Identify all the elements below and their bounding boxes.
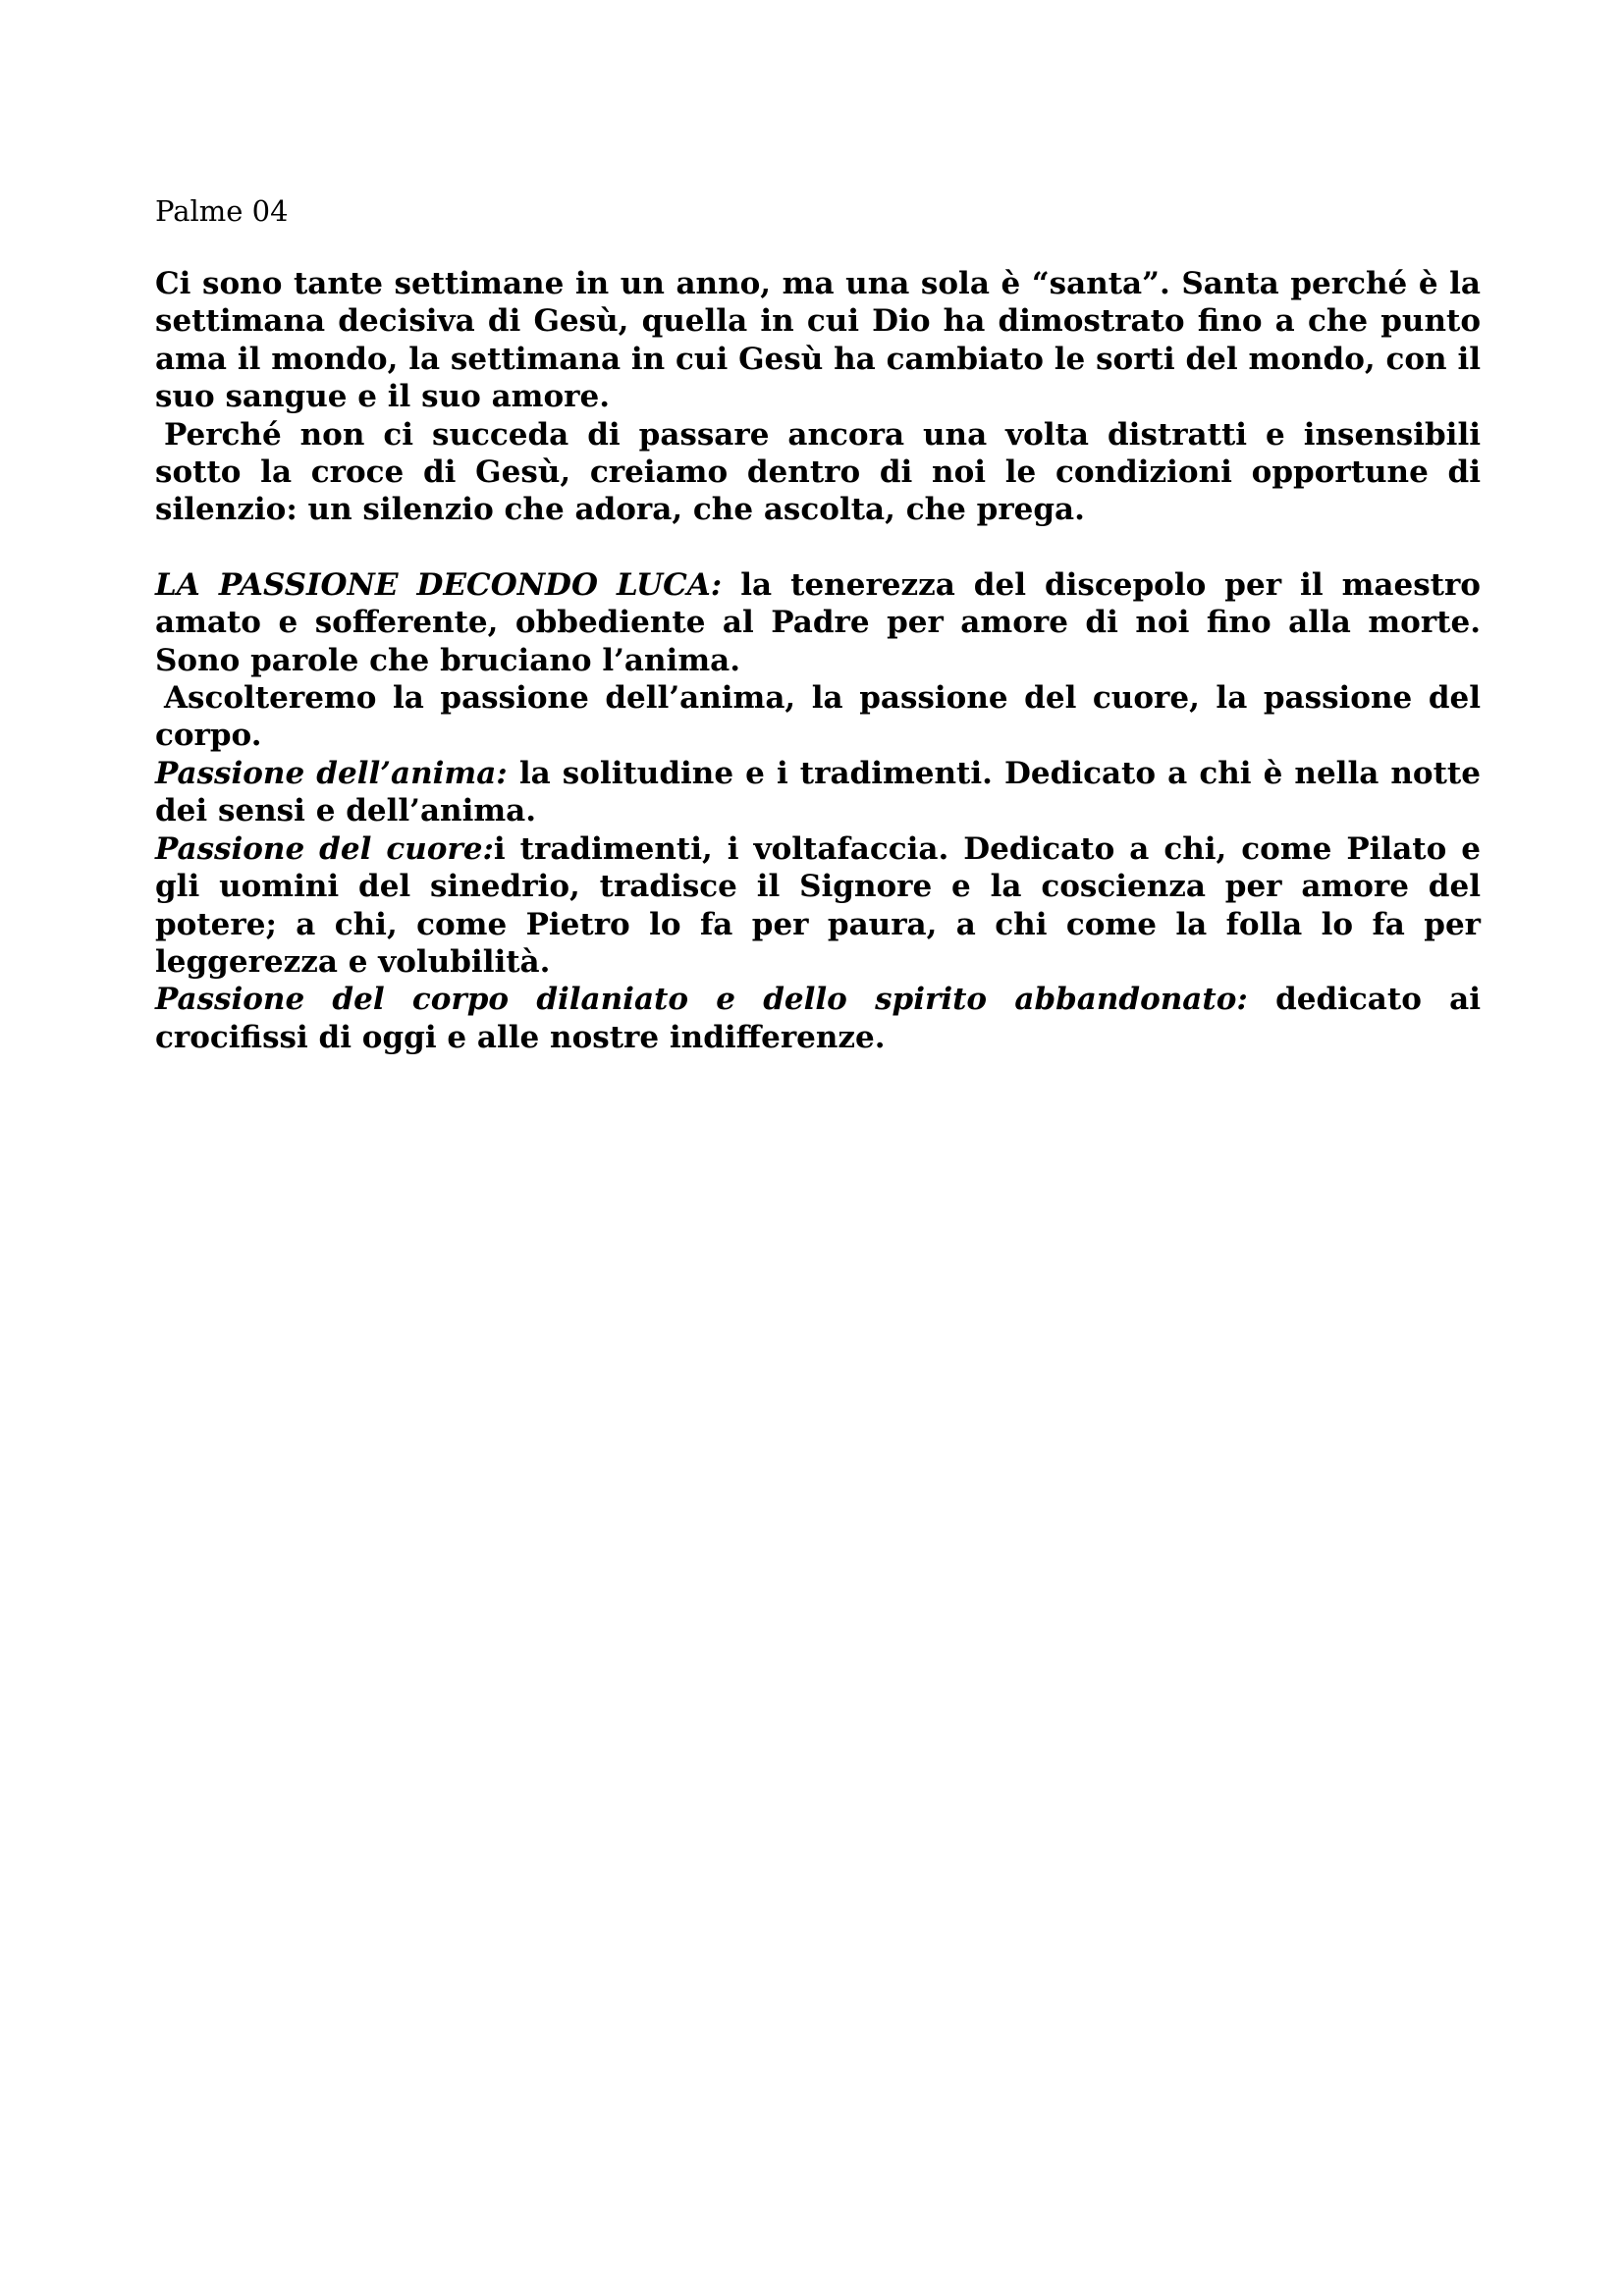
document-body (155, 192, 1481, 1056)
luca-text: la tenerezza del discepolo per il maestro amato e sofferente, obbediente al Padre per amore di noi fino alla morte. Sono parole che bruciano l’anima. (155, 566, 1481, 678)
cuore-text: i tradimenti, i voltafaccia. Dedicato a chi, come Pilato e gli uomini del sinedrio, tradisce il Signore e la coscienza per amore del potere; a chi, come Pietro lo fa per paura, a chi come la folla lo fa per leggerezza e volubilità. (155, 830, 1481, 980)
anima-text: la solitudine e i tradimenti. Dedicato a chi è nella notte dei sensi e dell’anima. (155, 755, 1481, 829)
intro-paragraph-2: Perché non ci succeda di passare ancora una volta distratti e insensibili sotto la croce di Gesù, creiamo dentro di noi le condizioni opportune di silenzio: un silenzio che adora, che ascolta, che prega. (155, 416, 1481, 528)
paragraph-gap (155, 529, 1481, 566)
cuore-paragraph (155, 830, 1481, 982)
corpo-label: Passione del corpo dilaniato e dello spirito abbandonato: (155, 982, 1248, 1018)
luca-paragraph (155, 566, 1481, 679)
corpo-text: dedicato ai crocifissi di oggi e alle nostre indifferenze. (155, 982, 1481, 1055)
document-heading: Palme 04 (155, 194, 289, 228)
corpo-paragraph (155, 981, 1481, 1056)
intro-paragraph-1: Ci sono tante settimane in un anno, ma una sola è “santa”. Santa perché è la settimana decisiva di Gesù, quella in cui Dio ha dimostrato fino a che punto ama il mondo, la settimana in cui Gesù ha cambiato le sorti del mondo, con il suo sangue e il suo amore. (155, 266, 1481, 415)
anima-label: Passione dell’anima: (155, 755, 508, 791)
ascolteremo-paragraph: Ascolteremo la passione dell’anima, la passione del cuore, la passione del corpo. (155, 680, 1481, 754)
luca-label: LA PASSIONE DECONDO LUCA: (155, 566, 723, 603)
anima-paragraph (155, 755, 1481, 830)
cuore-label: Passione del cuore: (155, 830, 494, 867)
